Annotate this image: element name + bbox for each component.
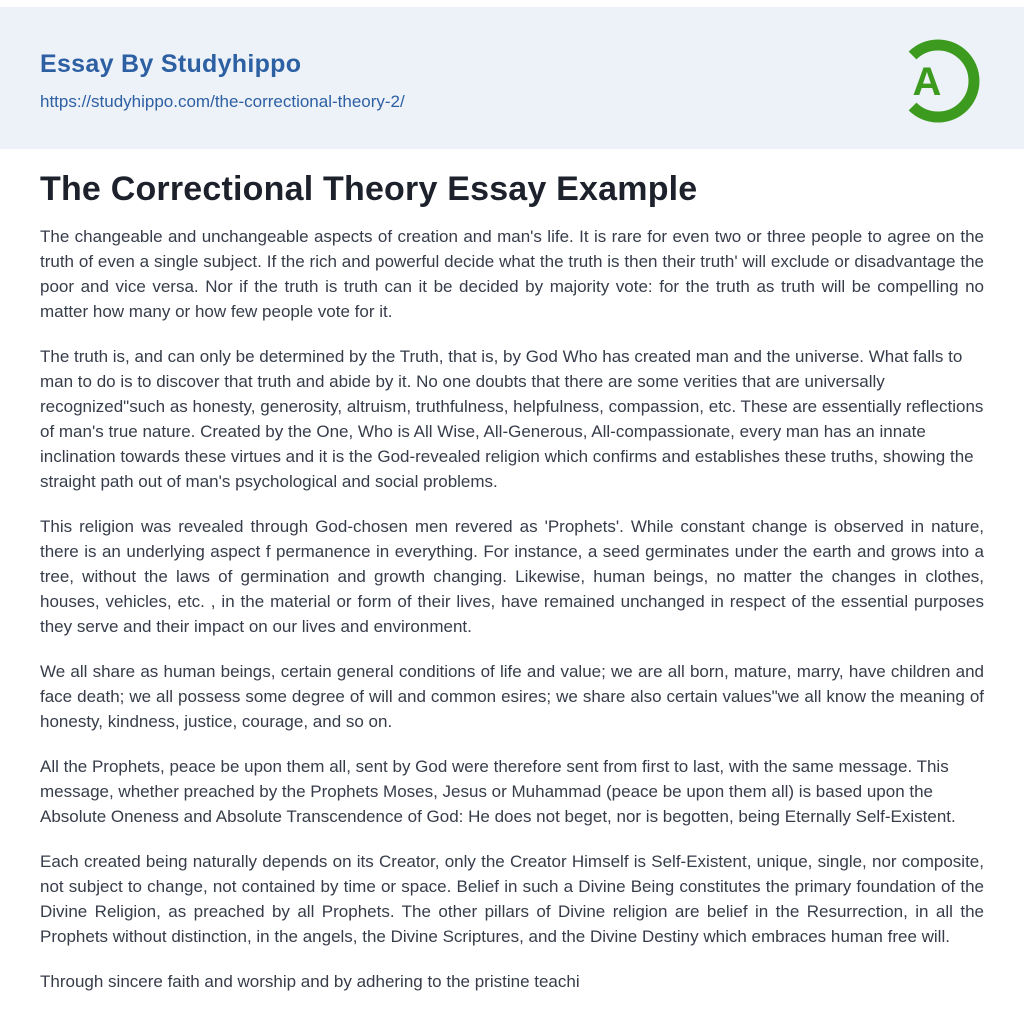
- essay-title: The Correctional Theory Essay Example: [40, 170, 698, 208]
- essay-content: [0, 149, 1024, 994]
- logo-arc-icon: [894, 37, 982, 125]
- essay-paragraph: The truth is, and can only be determined by the Truth, that is, by God Who has created man and the universe. What falls to man to do is to discover that truth and abide by it. No one doubts that there are some verities that are universally recognized"such as honesty, generosity, altruism, truthfulness, helpfulness, compassion, etc. These are essentially reflections of man's true nature. Created by the One, Who is All Wise, All-Generous, All-compassionate, every man has an innate inclination towards these virtues and it is the God-revealed religion which confirms and establishes these truths, showing the straight path out of man's psychological and social problems.: [40, 347, 984, 492]
- header-text-block: [40, 50, 405, 112]
- header-banner: [0, 7, 1024, 149]
- studyhippo-logo: [894, 37, 982, 125]
- essay-paragraph: All the Prophets, peace be upon them all, sent by God were therefore sent from first to last, with the same message. This message, whether preached by the Prophets Moses, Jesus or Muhammad (peace be upon them all) is based upon the Absolute Oneness and Absolute Transcendence of God: He does not beget, nor is begotten, being Eternally Self-Existent.: [40, 757, 956, 827]
- essay-byline: Essay By Studyhippo: [40, 50, 302, 78]
- essay-url-link[interactable]: https://studyhippo.com/the-correctional-theory-2/: [40, 92, 405, 111]
- logo-letter: A: [912, 60, 942, 104]
- essay-paragraph: The changeable and unchangeable aspects of creation and man's life. It is rare for even two or three people to agree on the truth of even a single subject. If the rich and powerful decide what the truth is then their truth' will exclude or disadvantage the poor and vice versa. Nor if the truth is truth can it be decided by majority vote: for the truth as truth will be compelling no matter how many or how few people vote for it.: [40, 227, 984, 322]
- essay-paragraph: Each created being naturally depends on its Creator, only the Creator Himself is Self-Existent, unique, single, nor composite, not subject to change, not contained by time or space. Belief in such a Divine Being constitutes the primary foundation of the Divine Religion, as preached by all Prophets. The other pillars of Divine religion are belief in the Resurrection, in all the Prophets without distinction, in the angels, the Divine Scriptures, and the Divine Destiny which embraces human free will.: [40, 852, 984, 947]
- essay-paragraph: This religion was revealed through God-chosen men revered as 'Prophets'. While constant change is observed in nature, there is an underlying aspect f permanence in everything. For instance, a seed germinates under the earth and grows into a tree, without the laws of germination and growth changing. Likewise, human beings, no matter the changes in clothes, houses, vehicles, etc. , in the material or form of their lives, have remained unchanged in respect of the essential purposes they serve and their impact on our lives and environment.: [40, 517, 984, 637]
- essay-paragraphs: [40, 224, 984, 994]
- essay-paragraph: We all share as human beings, certain general conditions of life and value; we are all born, mature, marry, have children and face death; we all possess some degree of will and common esires; we share also certain values"we all know the meaning of honesty, kindness, justice, courage, and so on.: [40, 662, 984, 732]
- essay-paragraph: Through sincere faith and worship and by adhering to the pristine teachi: [40, 972, 580, 992]
